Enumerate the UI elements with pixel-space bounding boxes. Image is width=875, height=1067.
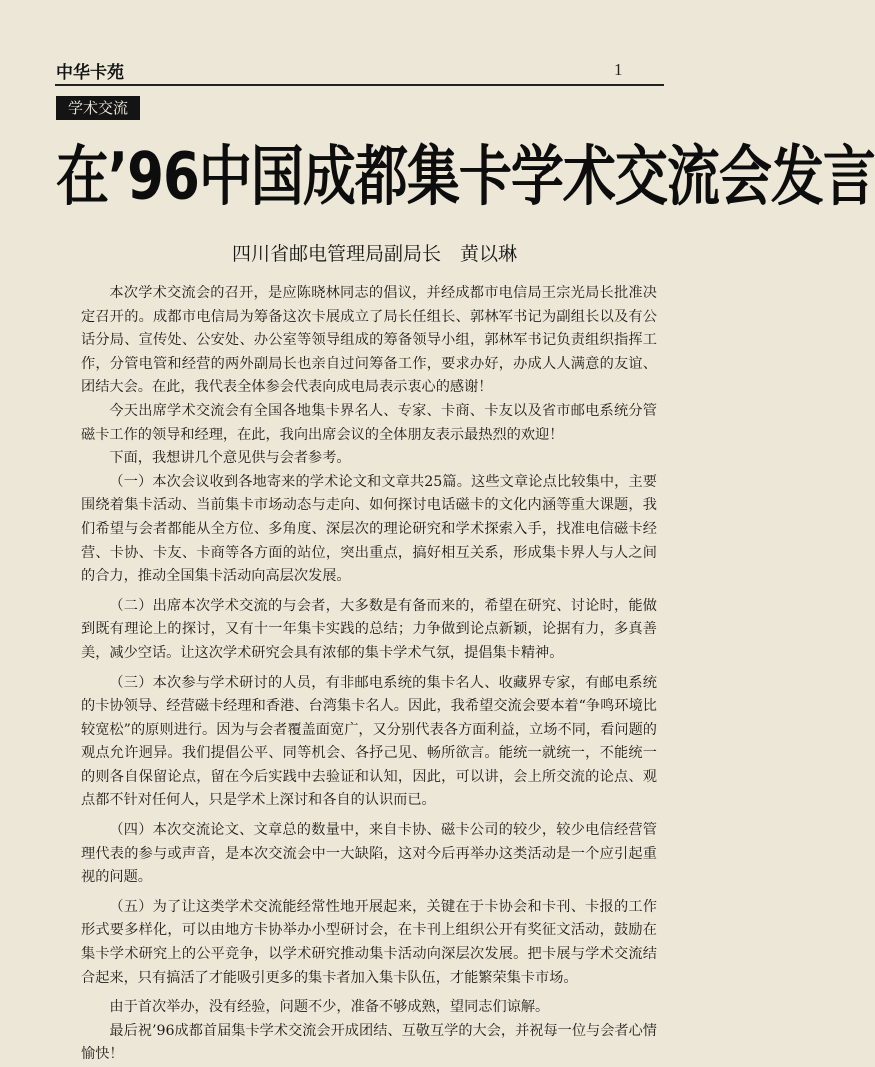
paragraph-lead: 下面，我想讲几个意见供与会者参考。: [109, 450, 351, 467]
author-line: 四川省邮电管理局副局长 黄以琳: [231, 243, 517, 265]
paragraph-closing: 最后祝’96成都首届集卡学术交流会开成团结、互敬互学的大会，并祝每一位与会者心情愉快！: [81, 1022, 657, 1063]
paragraph-point-1: （一）本次会议收到各地寄来的学术论文和文章共25篇。这些文章论点比较集中，主要围绕着集卡活动、当前集卡市场动态与走向、如何探讨电话磁卡的文化内涵等重大课题，我们希望与会者都能从全方位、多角度、深层次的理论研究和学术探索入手，找准电信磁卡经营、卡协、卡友、卡商等各方面的站位，突出重点，搞好相互关系，形成集卡界人与人之间的合力，推动全国集卡活动向高层次发展。: [81, 473, 657, 585]
journal-name: 中华卡苑: [56, 63, 124, 83]
paragraph-apology: 由于首次举办，没有经验，问题不少，准备不够成熟，望同志们谅解。: [109, 999, 550, 1016]
paragraph-point-2: （二）出席本次学术交流的与会者，大多数是有备而来的，希望在研究、讨论时，能做到既有理论上的探讨，又有十一年集卡实践的总结；力争做到论点新颖，论据有力，多真善美，减少空话。让这次学术研究会具有浓郁的集卡学术气氛，提倡集卡精神。: [81, 597, 657, 661]
article-body: [81, 282, 657, 1067]
paragraph-point-5: （五）为了让这类学术交流能经常性地开展起来，关键在于卡协会和卡刊、卡报的工作形式要多样化，可以由地方卡协举办小型研讨会，在卡刊上组织公开有奖征文活动，鼓励在集卡学术研究上的公平竞争，以学术研究推动集卡活动向深层次发展。把卡展与学术交流结合起来，只有搞活了才能吸引更多的集卡者加入集卡队伍，才能繁荣集卡市场。: [81, 898, 657, 986]
header-rule: [55, 84, 664, 86]
page-number: 1: [614, 60, 623, 79]
paragraph-intro: 本次学术交流会的召开，是应陈晓林同志的倡议，并经成都市电信局王宗光局长批准决定召开的。成都市电信局为筹备这次卡展成立了局长任组长、郭林军书记为副组长以及有公话分局、宣传处、公安处、办公室等领导组成的筹备领导小组，郭林军书记负责组织指挥工作，分管电管和经营的两外副局长也亲自过问筹备工作，要求办好，办成人人满意的友谊、团结大会。在此，我代表全体参会代表向成电局表示衷心的感谢！: [81, 285, 657, 396]
paragraph-point-4: （四）本次交流论文、文章总的数量中，来自卡协、磁卡公司的较少，较少电信经营管理代表的参与或声音，是本次交流会中一大缺陷，这对今后再举办这类活动是一个应引起重视的问题。: [81, 822, 657, 886]
section-tag: 学术交流: [56, 96, 140, 120]
paragraph-point-3: （三）本次参与学术研讨的人员，有非邮电系统的集卡名人、收藏界专家，有邮电系统的卡协领导、经营磁卡经理和香港、台湾集卡名人。因此，我希望交流会要本着“争鸣环境比较宽松”的原则进行。因为与会者覆盖面宽广，又分别代表各方面利益，立场不同，看问题的观点允许迥异。我们提倡公平、同等机会、各抒己见、畅所欲言。能统一就统一，不能统一的则各自保留论点，留在今后实践中去验证和认知，因此，可以讲，会上所交流的论点、观点都不针对任何人，只是学术上深讨和各自的认识而已。: [81, 674, 657, 809]
paragraph-welcome: 今天出席学术交流会有全国各地集卡界名人、专家、卡商、卡友以及省市邮电系统分管磁卡工作的领导和经理，在此，我向出席会议的全体朋友表示最热烈的欢迎！: [81, 402, 657, 443]
article-title: 在’96中国成都集卡学术交流会发言: [56, 140, 875, 215]
